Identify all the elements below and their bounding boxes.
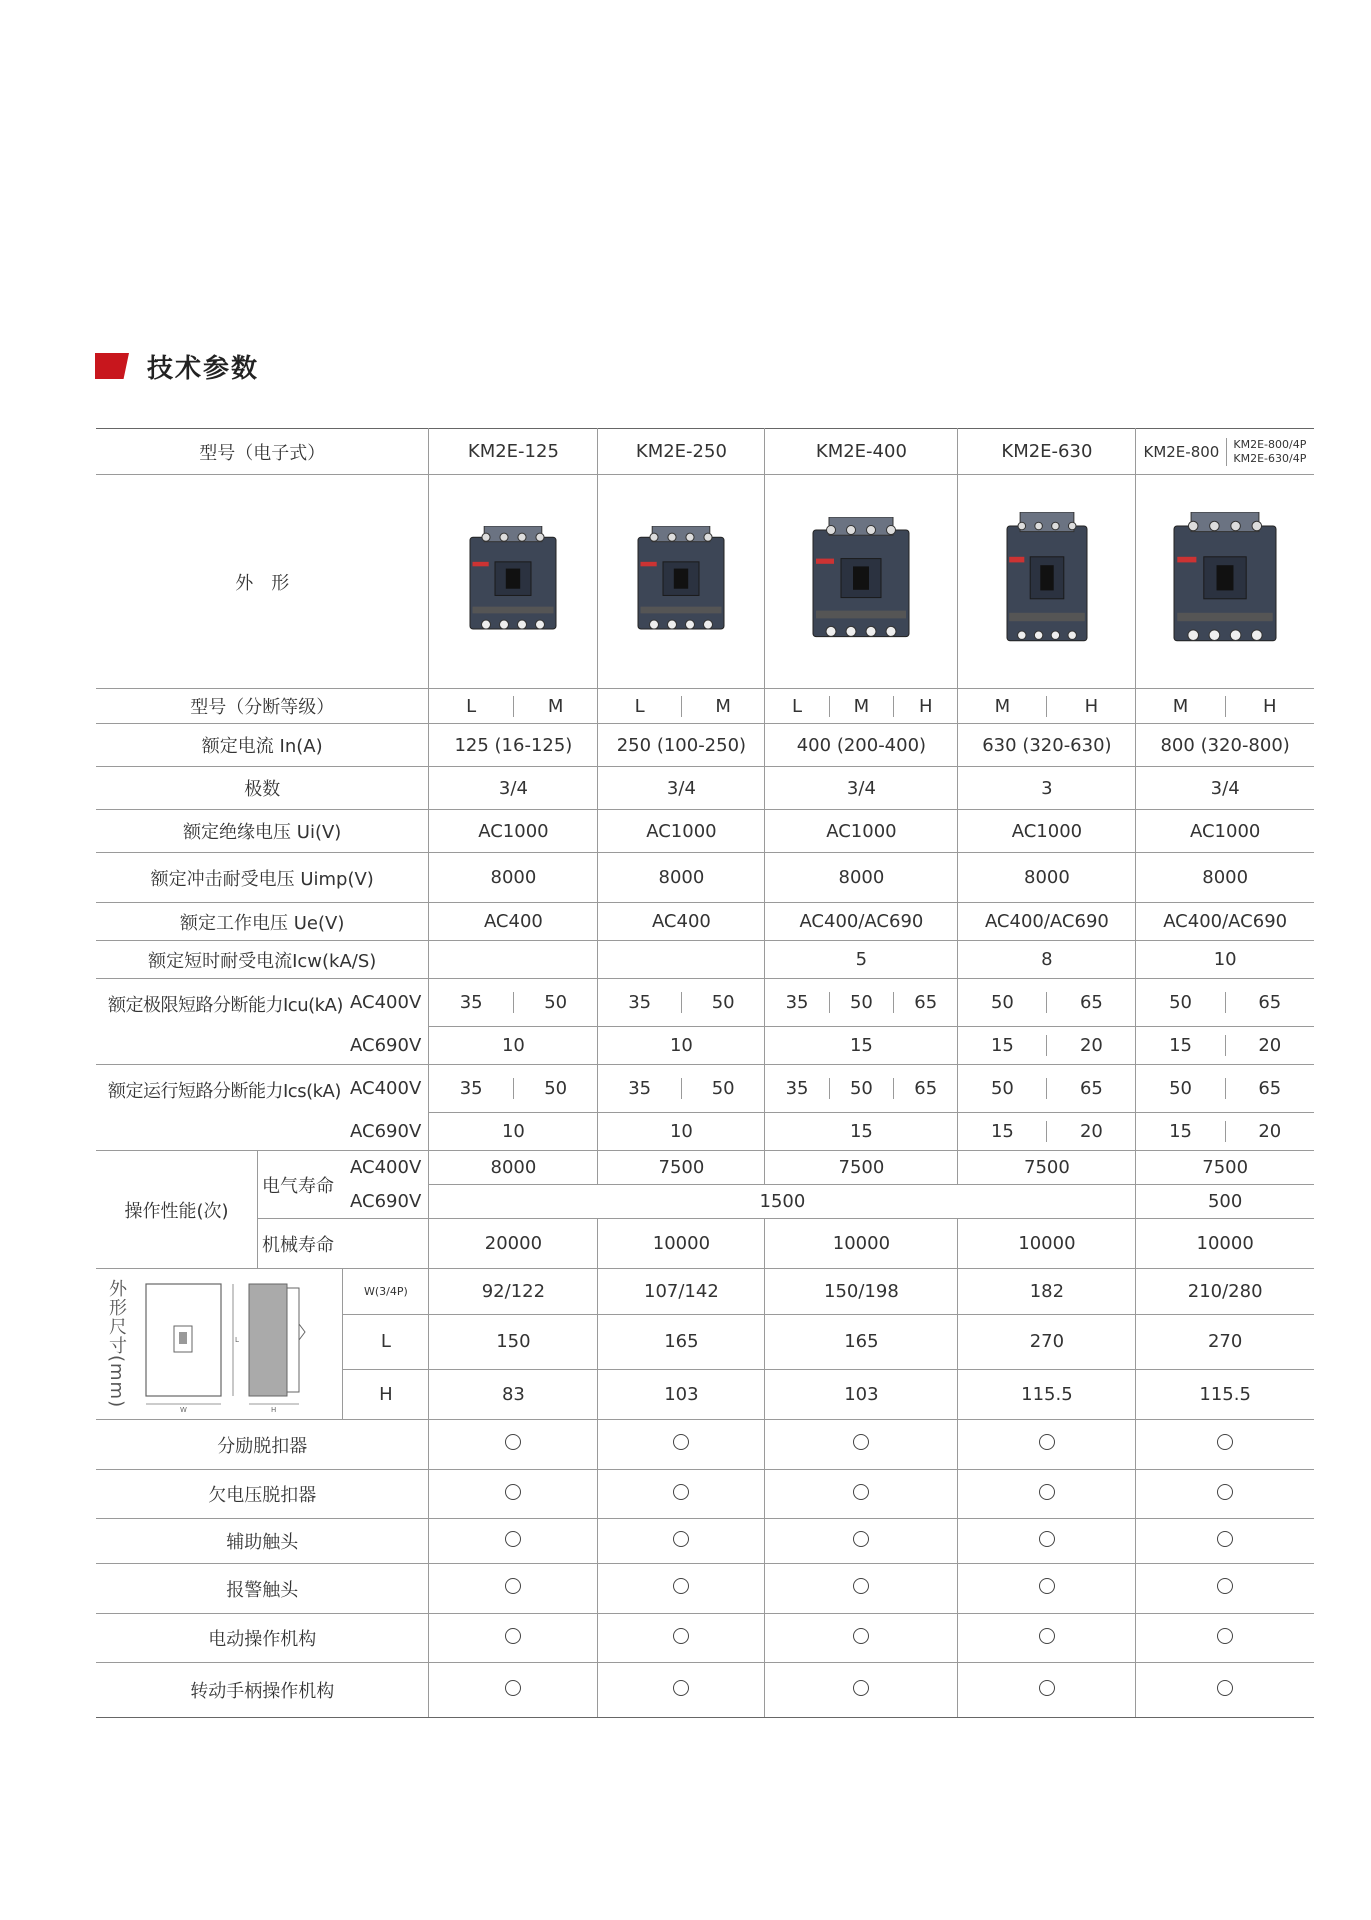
available-icon — [505, 1484, 521, 1500]
ue-label: 额定工作电压 Ue(V) — [96, 903, 429, 941]
available-icon — [673, 1531, 689, 1547]
ics-ac690-630-m: 15 — [990, 1121, 1014, 1142]
available-icon — [505, 1578, 521, 1594]
icu-ac400-125-l: 35 — [459, 992, 483, 1013]
accessory-label: 转动手柄操作机构 — [96, 1663, 429, 1718]
breaker-image-250 — [636, 526, 726, 638]
uimp-row — [96, 853, 1314, 903]
uimp-label: 额定冲击耐受电压 Uimp(V) — [96, 853, 429, 903]
rated-current-row — [96, 724, 1314, 767]
icu-ac690-800-m: 15 — [1169, 1035, 1192, 1056]
icw-row — [96, 941, 1314, 979]
breaker-image-630 — [1005, 512, 1089, 652]
available-icon — [1039, 1680, 1055, 1696]
icu-ac690-630-h: 20 — [1046, 1035, 1135, 1056]
ics-ac400-800-h: 65 — [1225, 1078, 1314, 1099]
photo-250 — [598, 475, 765, 689]
ui-row — [96, 810, 1314, 853]
accessory-label: 辅助触头 — [96, 1519, 429, 1564]
breaker-image-800 — [1172, 512, 1278, 652]
op-ac400-row — [96, 1151, 1314, 1185]
icu-ac400-630 — [958, 979, 1136, 1027]
diagram-h-text: H — [271, 1406, 277, 1414]
ue-250: AC400 — [598, 903, 765, 941]
grade-row — [96, 689, 1314, 724]
dims-l-630: 270 — [958, 1315, 1136, 1369]
icu-ac400-250 — [598, 979, 765, 1027]
poles-125: 3/4 — [429, 767, 598, 810]
icu-ac400-250-l: 35 — [628, 992, 652, 1013]
ics-ac400-125 — [429, 1065, 598, 1113]
diagram-w-text: W — [180, 1406, 187, 1414]
model-row — [96, 429, 1314, 475]
dims-w-250: 107/142 — [598, 1269, 765, 1315]
ui-label: 额定绝缘电压 Ui(V) — [96, 810, 429, 853]
grade-label: 型号（分断等级） — [96, 689, 429, 724]
icu-ac400-630-m: 50 — [990, 992, 1014, 1013]
available-icon — [505, 1628, 521, 1644]
model-125: KM2E-125 — [429, 429, 598, 475]
ics-ac400-250-l: 35 — [628, 1078, 652, 1099]
ics-ac690-125: 10 — [429, 1113, 598, 1151]
dims-l-label: L — [343, 1315, 429, 1369]
available-icon — [1039, 1578, 1055, 1594]
dims-w-label: W(3/4P) — [343, 1269, 429, 1315]
icu-ac400-400-m: 50 — [829, 992, 893, 1013]
rated-current-400: 400 (200-400) — [765, 724, 958, 767]
ue-400: AC400/AC690 — [765, 903, 958, 941]
icu-ac400-row — [96, 979, 1314, 1027]
available-icon — [853, 1578, 869, 1594]
icu-ac400-400-h: 65 — [893, 992, 957, 1013]
ics-ac400-630-m: 50 — [990, 1078, 1014, 1099]
ics-ac400-400-h: 65 — [893, 1078, 957, 1099]
breaker-image-125 — [468, 526, 558, 638]
ue-row — [96, 903, 1314, 941]
appearance-label: 外 形 — [96, 475, 429, 689]
icu-ac400-800-m: 50 — [1169, 992, 1192, 1013]
section-title: 技术参数 — [147, 353, 260, 384]
dims-h-400: 103 — [765, 1369, 958, 1419]
dims-l-125: 150 — [429, 1315, 598, 1369]
available-icon — [1217, 1578, 1233, 1594]
grade-250-m: M — [681, 696, 765, 717]
uimp-250: 8000 — [598, 853, 765, 903]
icw-250 — [598, 941, 765, 979]
ui-125: AC1000 — [429, 810, 598, 853]
accessory-label: 分励脱扣器 — [96, 1420, 429, 1470]
model-notes — [1226, 438, 1314, 466]
photo-630 — [958, 475, 1136, 689]
model-label: 型号（电子式） — [96, 429, 429, 475]
poles-630: 3 — [958, 767, 1136, 810]
available-icon — [853, 1680, 869, 1696]
icu-ac400-800-h: 65 — [1225, 992, 1314, 1013]
ics-label: 额定运行短路分断能力Ics(kA) — [96, 1065, 343, 1151]
ics-ac400-400-l: 35 — [785, 1078, 809, 1099]
op-ac400-800: 7500 — [1136, 1151, 1314, 1185]
icu-ac400-125-m: 50 — [513, 992, 598, 1013]
available-icon — [1217, 1680, 1233, 1696]
grade-800-m: M — [1172, 695, 1189, 717]
ics-ac400-800 — [1136, 1065, 1314, 1113]
op-electric-label: 电气寿命 — [258, 1151, 343, 1219]
model-800: KM2E-800 — [1143, 442, 1220, 461]
grade-125-m: M — [513, 696, 598, 717]
op-ac400-400: 7500 — [765, 1151, 958, 1185]
ics-ac690-800-m: 15 — [1169, 1121, 1192, 1142]
accessory-row — [96, 1564, 1314, 1614]
uimp-630: 8000 — [958, 853, 1136, 903]
op-ac400-630: 7500 — [958, 1151, 1136, 1185]
op-mech-125: 20000 — [429, 1219, 598, 1269]
icw-400: 5 — [765, 941, 958, 979]
dimension-diagram — [136, 1274, 336, 1414]
dims-l-400: 165 — [765, 1315, 958, 1369]
available-icon — [673, 1434, 689, 1450]
dims-w-125: 92/122 — [429, 1269, 598, 1315]
grade-800-h: H — [1225, 696, 1314, 717]
ics-ac400-630 — [958, 1065, 1136, 1113]
ics-ac400-800-m: 50 — [1169, 1078, 1192, 1099]
icu-ac690-label: AC690V — [343, 1027, 429, 1065]
dims-h-label: H — [343, 1369, 429, 1419]
op-label: 操作性能(次) — [96, 1151, 258, 1269]
op-ac400-250: 7500 — [598, 1151, 765, 1185]
ui-400: AC1000 — [765, 810, 958, 853]
section-heading — [95, 350, 259, 382]
ics-ac400-250 — [598, 1065, 765, 1113]
grade-400 — [765, 689, 958, 724]
grade-630-m: M — [994, 695, 1011, 717]
dims-h-630: 115.5 — [958, 1369, 1136, 1419]
ics-ac400-125-m: 50 — [513, 1078, 598, 1099]
uimp-125: 8000 — [429, 853, 598, 903]
ics-ac400-400 — [765, 1065, 958, 1113]
diagram-l-text: L — [235, 1336, 239, 1344]
icu-ac690-800 — [1136, 1027, 1314, 1065]
rated-current-250: 250 (100-250) — [598, 724, 765, 767]
dims-h-800: 115.5 — [1136, 1369, 1314, 1419]
available-icon — [1039, 1484, 1055, 1500]
ics-ac690-630-h: 20 — [1046, 1121, 1135, 1142]
op-ac400-label: AC400V — [343, 1151, 429, 1185]
ics-ac690-400: 15 — [765, 1113, 958, 1151]
op-mech-250: 10000 — [598, 1219, 765, 1269]
icu-ac400-400 — [765, 979, 958, 1027]
accessory-row — [96, 1519, 1314, 1564]
grade-400-l: L — [792, 695, 803, 717]
poles-250: 3/4 — [598, 767, 765, 810]
ui-250: AC1000 — [598, 810, 765, 853]
icu-ac400-400-l: 35 — [785, 992, 809, 1013]
icu-ac690-630-m: 15 — [990, 1035, 1014, 1056]
photo-125 — [429, 475, 598, 689]
model-note-800-4p: KM2E-800/4P — [1233, 437, 1307, 451]
available-icon — [1217, 1434, 1233, 1450]
available-icon — [853, 1434, 869, 1450]
available-icon — [673, 1578, 689, 1594]
dims-l-800: 270 — [1136, 1315, 1314, 1369]
ics-ac400-row — [96, 1065, 1314, 1113]
ue-125: AC400 — [429, 903, 598, 941]
available-icon — [1039, 1628, 1055, 1644]
model-630: KM2E-630 — [958, 429, 1136, 475]
ics-ac690-800 — [1136, 1113, 1314, 1151]
grade-125 — [429, 689, 598, 724]
ics-ac400-250-m: 50 — [681, 1078, 765, 1099]
dims-h-250: 103 — [598, 1369, 765, 1419]
accessory-label: 报警触头 — [96, 1564, 429, 1614]
dims-w-400: 150/198 — [765, 1269, 958, 1315]
dims-cell — [96, 1269, 343, 1420]
ics-ac400-630-h: 65 — [1046, 1078, 1135, 1099]
icw-125 — [429, 941, 598, 979]
accessory-row — [96, 1470, 1314, 1519]
ue-630: AC400/AC690 — [958, 903, 1136, 941]
ics-ac690-630 — [958, 1113, 1136, 1151]
grade-400-m: M — [829, 696, 893, 717]
dims-w-630: 182 — [958, 1269, 1136, 1315]
ics-ac690-250: 10 — [598, 1113, 765, 1151]
icu-ac400-250-m: 50 — [681, 992, 765, 1013]
icu-ac690-400: 15 — [765, 1027, 958, 1065]
available-icon — [1039, 1434, 1055, 1450]
op-ac690-label: AC690V — [343, 1185, 429, 1219]
heading-marker-icon — [95, 353, 129, 379]
icu-ac400-label: AC400V — [343, 979, 429, 1027]
op-mech-400: 10000 — [765, 1219, 958, 1269]
grade-250 — [598, 689, 765, 724]
available-icon — [1217, 1531, 1233, 1547]
rated-current-125: 125 (16-125) — [429, 724, 598, 767]
model-400: KM2E-400 — [765, 429, 958, 475]
poles-800: 3/4 — [1136, 767, 1314, 810]
available-icon — [1039, 1531, 1055, 1547]
grade-400-h: H — [893, 696, 957, 717]
appearance-row — [96, 475, 1314, 689]
available-icon — [853, 1628, 869, 1644]
dims-label: 外形尺寸(mm) — [106, 1279, 127, 1409]
grade-630 — [958, 689, 1136, 724]
icu-ac690-125: 10 — [429, 1027, 598, 1065]
icu-ac400-125 — [429, 979, 598, 1027]
dims-w-800: 210/280 — [1136, 1269, 1314, 1315]
op-mech-800: 10000 — [1136, 1219, 1314, 1269]
available-icon — [673, 1628, 689, 1644]
dims-l-250: 165 — [598, 1315, 765, 1369]
available-icon — [505, 1434, 521, 1450]
icw-630: 8 — [958, 941, 1136, 979]
uimp-800: 8000 — [1136, 853, 1314, 903]
ui-800: AC1000 — [1136, 810, 1314, 853]
breaker-image-400 — [811, 517, 911, 647]
op-ac690-combined: 1500 — [429, 1185, 1136, 1219]
op-ac400-125: 8000 — [429, 1151, 598, 1185]
ics-ac400-label: AC400V — [343, 1065, 429, 1113]
available-icon — [505, 1531, 521, 1547]
accessory-label: 电动操作机构 — [96, 1614, 429, 1663]
available-icon — [505, 1680, 521, 1696]
spec-table — [96, 428, 1314, 1718]
dims-h-125: 83 — [429, 1369, 598, 1419]
grade-630-h: H — [1046, 696, 1135, 717]
available-icon — [853, 1531, 869, 1547]
icu-ac400-630-h: 65 — [1046, 992, 1135, 1013]
icw-label: 额定短时耐受电流Icw(kA/S) — [96, 941, 429, 979]
ics-ac690-label: AC690V — [343, 1113, 429, 1151]
ue-800: AC400/AC690 — [1136, 903, 1314, 941]
accessory-label: 欠电压脱扣器 — [96, 1470, 429, 1519]
grade-800 — [1136, 689, 1314, 724]
rated-current-800: 800 (320-800) — [1136, 724, 1314, 767]
op-mech-label: 机械寿命 — [258, 1219, 429, 1269]
available-icon — [853, 1484, 869, 1500]
available-icon — [1217, 1484, 1233, 1500]
model-800-cell — [1136, 429, 1314, 475]
icu-ac400-800 — [1136, 979, 1314, 1027]
icu-ac690-630 — [958, 1027, 1136, 1065]
poles-row — [96, 767, 1314, 810]
op-mech-630: 10000 — [958, 1219, 1136, 1269]
accessory-row — [96, 1663, 1314, 1718]
available-icon — [673, 1680, 689, 1696]
poles-400: 3/4 — [765, 767, 958, 810]
rated-current-630: 630 (320-630) — [958, 724, 1136, 767]
op-mech-row — [96, 1219, 1314, 1269]
grade-250-l: L — [634, 695, 645, 717]
grade-125-l: L — [466, 695, 477, 717]
poles-label: 极数 — [96, 767, 429, 810]
icu-ac690-800-h: 20 — [1225, 1035, 1314, 1056]
icw-800: 10 — [1136, 941, 1314, 979]
photo-400 — [765, 475, 958, 689]
model-note-630-4p: KM2E-630/4P — [1233, 451, 1307, 465]
ui-630: AC1000 — [958, 810, 1136, 853]
model-250: KM2E-250 — [598, 429, 765, 475]
available-icon — [673, 1484, 689, 1500]
ics-ac400-400-m: 50 — [829, 1078, 893, 1099]
op-ac690-800: 500 — [1136, 1185, 1314, 1219]
ics-ac400-125-l: 35 — [459, 1078, 483, 1099]
ics-ac690-800-h: 20 — [1225, 1121, 1314, 1142]
photo-800 — [1136, 475, 1314, 689]
accessory-row — [96, 1420, 1314, 1470]
icu-label: 额定极限短路分断能力Icu(kA) — [96, 979, 343, 1065]
accessory-row — [96, 1614, 1314, 1663]
icu-ac690-250: 10 — [598, 1027, 765, 1065]
uimp-400: 8000 — [765, 853, 958, 903]
available-icon — [1217, 1628, 1233, 1644]
dims-w-row — [96, 1269, 1314, 1315]
rated-current-label: 额定电流 In(A) — [96, 724, 429, 767]
